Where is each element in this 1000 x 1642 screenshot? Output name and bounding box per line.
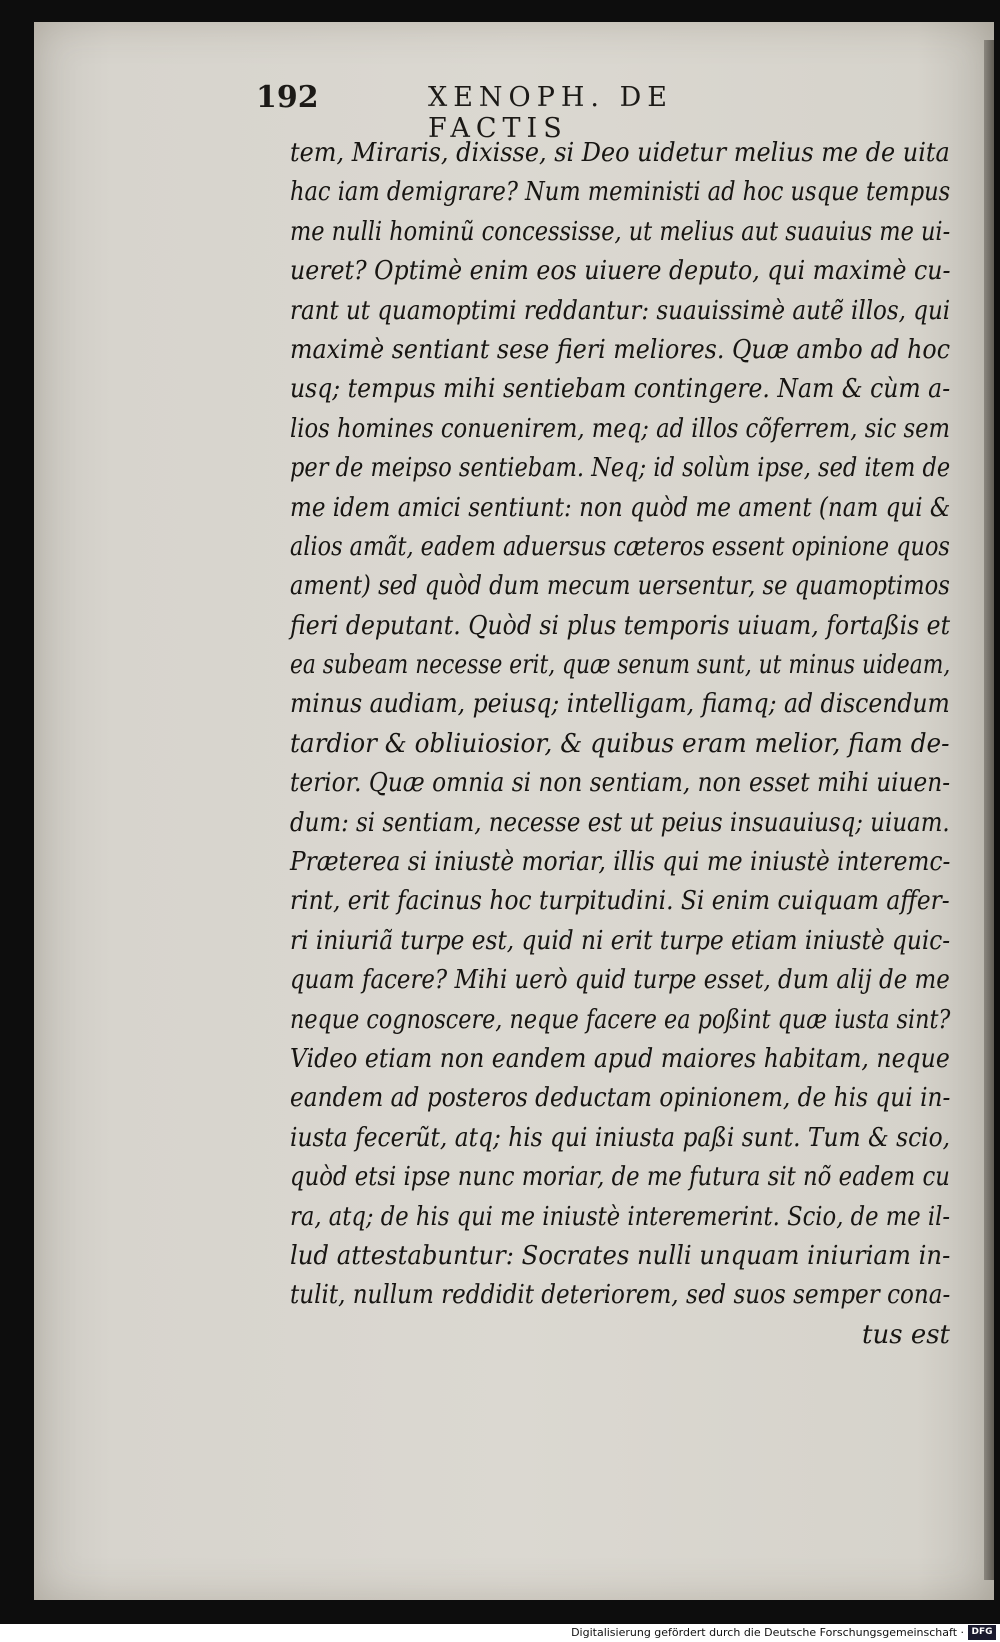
text-line: eandem ad posteros deductam opinionem, de his qui in- xyxy=(290,1083,951,1114)
dfg-logo: DFG xyxy=(968,1625,996,1640)
text-line: fieri deputant. Quòd si plus temporis uiuam, fortaßis et xyxy=(290,610,951,641)
text-line: me idem amici sentiunt: non quòd me ament (nam qui & xyxy=(290,492,951,523)
funding-credit: Digitalisierung gefördert durch die Deutsche Forschungsgemeinschaft · xyxy=(571,1626,964,1639)
text-line: quam facere? Mihi uerò quid turpe esset, dum alij de me xyxy=(290,965,950,996)
text-line: rint, erit facinus hoc turpitudini. Si enim cuiquam affer- xyxy=(290,886,950,917)
page-number: 192 xyxy=(256,80,319,115)
text-line: ueret? Optimè enim eos uiuere deputo, qui maximè cu- xyxy=(290,256,951,287)
text-line: neque cognoscere, neque facere ea poßint quæ iusta sint? xyxy=(290,1004,951,1035)
footer-bar xyxy=(0,1624,1000,1642)
catchword: tus est xyxy=(862,1319,950,1350)
text-line: Præterea si iniustè moriar, illis qui me iniustè interemc- xyxy=(290,847,951,878)
text-line: ri iniuriã turpe est, quid ni erit turpe etiam iniustè quic- xyxy=(290,925,951,956)
text-line: ament) sed quòd dum mecum uersentur, se quamoptimos xyxy=(290,571,950,602)
text-line: me nulli hominũ concessisse, ut melius aut suauius me ui- xyxy=(290,216,951,247)
text-line: lios homines conuenirem, meq; ad illos cõferrem, sic sem xyxy=(290,413,951,444)
text-line: Video etiam non eandem apud maiores habitam, neque xyxy=(290,1043,950,1074)
text-line: tem, Miraris, dixisse, si Deo uidetur melius me de uita xyxy=(290,138,950,168)
text-body xyxy=(290,134,950,1355)
text-line: dum: si sentiam, necesse est ut peius insuauiusq; uiuam. xyxy=(290,807,950,838)
text-line: per de meipso sentiebam. Neq; id solùm ipse, sed item de xyxy=(290,453,951,484)
text-line: ea subeam necesse erit, quæ senum sunt, ut minus uideam, xyxy=(290,650,951,681)
text-line: tulit, nullum reddidit deteriorem, sed suos semper cona- xyxy=(290,1280,951,1311)
text-line: iusta fecerũt, atq; his qui iniusta paßi sunt. Tum & scio, xyxy=(290,1122,951,1153)
text-line: alios amãt, eadem aduersus cæteros essent opinione quos xyxy=(290,531,950,562)
text-line: minus audiam, peiusq; intelligam, fiamq; ad discendum xyxy=(290,689,950,720)
text-line: tardior & obliuiosior, & quibus eram melior, fiam de- xyxy=(290,728,950,759)
text-line: hac iam demigrare? Num meministi ad hoc usque tempus xyxy=(290,177,951,208)
text-line: terior. Quæ omnia si non sentiam, non esset mihi uiuen- xyxy=(290,768,951,799)
text-line: quòd etsi ipse nunc moriar, de me futura sit nõ eadem cu xyxy=(290,1162,950,1193)
text-line: lud attestabuntur: Socrates nulli unquam iniuriam in- xyxy=(290,1240,951,1271)
running-head xyxy=(256,80,816,144)
text-line: usq; tempus mihi sentiebam contingere. Nam & cùm a- xyxy=(290,374,951,405)
page-edge xyxy=(984,40,994,1580)
running-title: XENOPH. DE FACTIS xyxy=(428,82,673,144)
text-line: rant ut quamoptimi reddantur: suauissimè autẽ illos, qui xyxy=(290,295,951,326)
text-line: maximè sentiant sese fieri meliores. Quæ ambo ad hoc xyxy=(290,334,950,365)
text-line: ra, atq; de his qui me iniustè interemerint. Scio, de me il- xyxy=(290,1201,951,1232)
